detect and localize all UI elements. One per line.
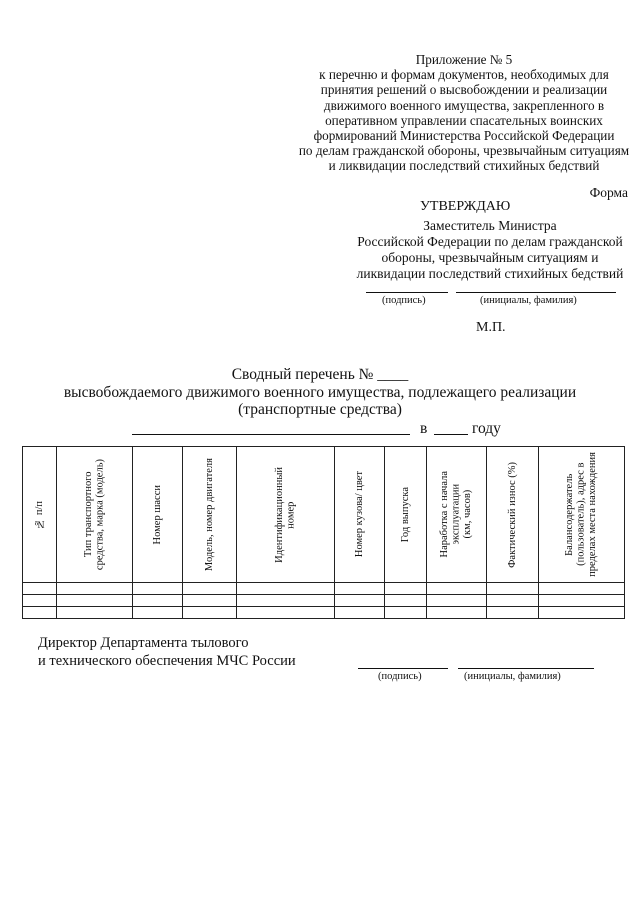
approval-name-caption: (инициалы, фамилия) — [480, 295, 577, 306]
table-cell — [23, 583, 57, 595]
in-label: в — [420, 420, 428, 437]
approval-heading: УТВЕРЖДАЮ — [420, 199, 511, 214]
approval-signature-line — [366, 292, 448, 293]
table-cell — [23, 607, 57, 619]
table-cell — [539, 595, 625, 607]
table-cell — [23, 595, 57, 607]
approval-line: ликвидации последствий стихийных бедствий — [356, 266, 624, 281]
director-signature-line — [358, 668, 448, 669]
header-label: Фактический износ (%) — [506, 461, 518, 568]
table-cell — [385, 607, 427, 619]
header-label: Наработка с начала эксплуатации (км, часов) — [439, 471, 474, 558]
header-label: Идентификационный номер — [274, 466, 297, 563]
header-cell — [183, 447, 237, 583]
table-cell — [133, 607, 183, 619]
table-cell — [427, 583, 487, 595]
annex-line: движимого военного имущества, закрепленного в — [323, 97, 605, 113]
title-line-3: (транспортные средства) — [238, 401, 402, 418]
table-cell — [335, 595, 385, 607]
form-label: Форма — [589, 185, 628, 200]
annex-line: по делам гражданской обороны, чрезвычайным ситуациям — [298, 143, 630, 159]
header-cell — [57, 447, 133, 583]
table-cell — [487, 607, 539, 619]
approval-block — [356, 199, 624, 282]
table-cell — [57, 595, 133, 607]
annex-line: принятия решений о высвобождении и реализации — [320, 82, 608, 98]
header-cell — [335, 447, 385, 583]
approval-signature-caption: (подпись) — [382, 295, 426, 306]
header-cell — [385, 447, 427, 583]
table-cell — [427, 595, 487, 607]
header-cell — [237, 447, 335, 583]
director-name-caption: (инициалы, фамилия) — [464, 671, 561, 682]
table-cell — [487, 583, 539, 595]
seal-placeholder: М.П. — [476, 320, 506, 335]
annex-header — [296, 52, 632, 174]
year-blank-line — [434, 434, 468, 435]
table-cell — [539, 607, 625, 619]
table-cell — [385, 595, 427, 607]
table-cell — [237, 607, 335, 619]
table-cell — [237, 595, 335, 607]
table-cell — [57, 583, 133, 595]
year-label: году — [472, 420, 501, 437]
title-line-2: высвобождаемого движимого военного имущества, подлежащего реализации — [63, 383, 577, 401]
table-row — [23, 595, 625, 607]
table-cell — [183, 583, 237, 595]
table-row — [23, 607, 625, 619]
annex-line: оперативном управлении спасательных воинских — [325, 112, 603, 128]
director-line-2: и технического обеспечения МЧС России — [38, 653, 296, 669]
director-signature-caption: (подпись) — [378, 671, 422, 682]
table-cell — [133, 595, 183, 607]
table-row — [23, 583, 625, 595]
director-name-line — [458, 668, 594, 669]
period-blank-line — [132, 434, 410, 435]
table-cell — [335, 607, 385, 619]
table-cell — [237, 583, 335, 595]
header-cell — [487, 447, 539, 583]
header-cell — [539, 447, 625, 583]
title-line-1: Сводный перечень № ____ — [231, 366, 409, 383]
annex-line: формирований Министерства Российской Федерации — [313, 128, 615, 144]
approval-line: Российской Федерации по делам гражданской — [357, 234, 623, 249]
table-cell — [487, 595, 539, 607]
annex-line: и ликвидации последствий стихийных бедствий — [328, 158, 600, 174]
year-row — [132, 420, 532, 440]
header-label: Номер кузова/ цвет — [353, 471, 365, 558]
document-title — [40, 366, 600, 419]
header-label: Модель, номер двигателя — [203, 457, 215, 572]
approval-line: Заместитель Министра — [423, 218, 557, 233]
annex-line: к перечню и формам документов, необходимых для — [319, 67, 609, 83]
table-cell — [427, 607, 487, 619]
table-cell — [183, 595, 237, 607]
table-cell — [57, 607, 133, 619]
table-cell — [539, 583, 625, 595]
director-block — [38, 634, 296, 670]
annex-line: Приложение № 5 — [415, 52, 513, 67]
director-line-1: Директор Департамента тылового — [38, 635, 249, 651]
table-header-row — [23, 447, 625, 583]
table-cell — [335, 583, 385, 595]
header-label: № п/п — [33, 500, 45, 529]
approval-name-line — [456, 292, 616, 293]
header-cell — [427, 447, 487, 583]
header-cell — [23, 447, 57, 583]
table-cell — [183, 607, 237, 619]
approval-line: обороны, чрезвычайным ситуациям и — [381, 250, 599, 265]
header-label: Балансодержатель (пользователь), адрес в пределах места нахождения — [564, 452, 599, 577]
table-cell — [133, 583, 183, 595]
table-cell — [385, 583, 427, 595]
header-label: Тип транспортного средства, марка (модель) — [83, 458, 106, 571]
header-cell — [133, 447, 183, 583]
header-label: Год выпуска — [399, 486, 411, 543]
vehicles-table — [22, 446, 625, 619]
header-label: Номер шасси — [151, 484, 163, 545]
